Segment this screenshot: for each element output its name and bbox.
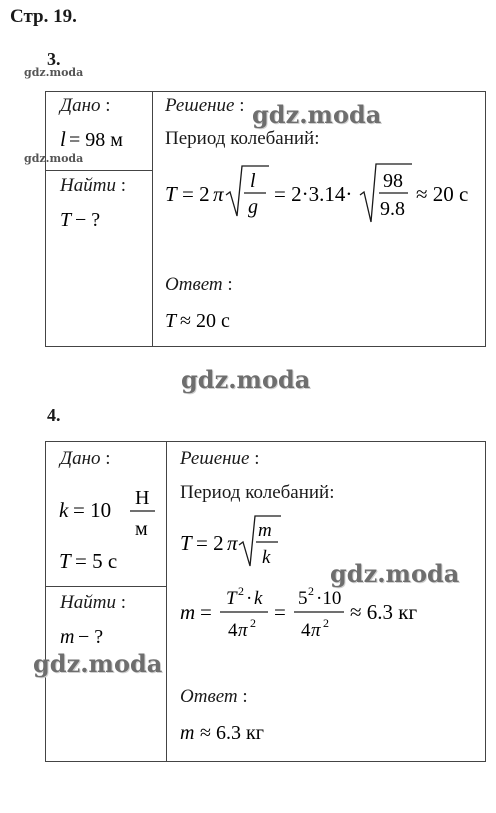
watermark-small-1: gdz.moda bbox=[24, 66, 84, 79]
svg-text:=: = bbox=[200, 600, 212, 624]
svg-text:T: T bbox=[59, 549, 71, 573]
svg-text:≈ 6.3 кг: ≈ 6.3 кг bbox=[350, 600, 418, 624]
watermark-small-2: gdz.moda bbox=[24, 152, 84, 165]
task4-column-divider bbox=[166, 441, 167, 762]
svg-text:g: g bbox=[248, 196, 258, 218]
svg-text:= 2: = 2 bbox=[196, 531, 224, 555]
task3-solution-heading bbox=[165, 95, 245, 117]
task4-subtitle: Период колебаний: bbox=[180, 482, 335, 503]
task4-answer-heading bbox=[180, 686, 248, 708]
task3-given-label: Дано bbox=[60, 95, 101, 116]
task4-find-colon: : bbox=[120, 592, 126, 613]
svg-text:m: m bbox=[258, 520, 272, 541]
task4-solution-label: Решение bbox=[180, 448, 250, 469]
task4-solution-heading bbox=[180, 448, 260, 470]
task4-given-colon: : bbox=[105, 448, 111, 469]
svg-text:k: k bbox=[254, 588, 263, 609]
svg-text:π: π bbox=[311, 620, 321, 641]
task4-given-k bbox=[55, 482, 163, 542]
task3-column-divider bbox=[152, 91, 153, 347]
svg-text:2: 2 bbox=[323, 616, 329, 630]
task3-given-colon: : bbox=[105, 95, 111, 116]
svg-text:= 98 м: = 98 м bbox=[69, 129, 123, 151]
svg-text:m: m bbox=[180, 600, 196, 624]
task3-find-value bbox=[56, 206, 136, 234]
task4-number: 4. bbox=[47, 405, 61, 425]
task3-solution-label: Решение bbox=[165, 95, 235, 116]
task4-solution-colon: : bbox=[254, 448, 260, 469]
svg-text:5: 5 bbox=[298, 588, 308, 609]
svg-text:T: T bbox=[180, 531, 192, 555]
task4-formula-period bbox=[176, 508, 306, 572]
svg-text:l: l bbox=[60, 127, 66, 151]
svg-text:T: T bbox=[226, 588, 237, 609]
watermark-4: gdz.moda bbox=[330, 559, 460, 588]
svg-text:·: · bbox=[246, 588, 253, 609]
task3-number: 3. bbox=[47, 49, 61, 69]
svg-text:π: π bbox=[213, 182, 224, 206]
task3-given-heading bbox=[60, 95, 111, 117]
task3-solution-colon: : bbox=[239, 95, 245, 116]
svg-text:T: T bbox=[165, 310, 177, 332]
task4-given-label: Дано bbox=[60, 448, 101, 469]
watermark-1: gdz.moda bbox=[252, 100, 382, 129]
svg-text:2: 2 bbox=[308, 584, 314, 598]
task4-find-label: Найти bbox=[60, 592, 116, 613]
watermark-2: gdz.moda bbox=[181, 365, 311, 394]
task3-given-value bbox=[56, 124, 150, 154]
svg-text:= 10: = 10 bbox=[73, 498, 112, 522]
svg-text:Н: Н bbox=[135, 487, 150, 509]
svg-text:≈ 20 с: ≈ 20 с bbox=[416, 182, 469, 206]
svg-text:− ?: − ? bbox=[78, 626, 104, 648]
task4-given-T bbox=[55, 546, 155, 576]
task3-answer-value bbox=[161, 305, 261, 335]
svg-text:98: 98 bbox=[383, 170, 403, 192]
svg-text:4: 4 bbox=[301, 620, 311, 641]
task4-row-divider bbox=[45, 586, 166, 587]
svg-text:2: 2 bbox=[250, 616, 256, 630]
task3-answer-label: Ответ bbox=[165, 274, 223, 295]
svg-text:l: l bbox=[250, 170, 256, 192]
svg-text:4: 4 bbox=[228, 620, 238, 641]
watermark-3: gdz.moda bbox=[33, 649, 163, 678]
task3-subtitle: Период колебаний: bbox=[165, 128, 320, 149]
svg-text:T: T bbox=[60, 209, 72, 231]
task4-answer-label: Ответ bbox=[180, 686, 238, 707]
task4-find-value bbox=[56, 623, 136, 651]
svg-text:= 2: = 2 bbox=[182, 182, 210, 206]
task3-row-divider bbox=[45, 170, 152, 171]
task4-answer-value bbox=[176, 717, 286, 747]
svg-text:=: = bbox=[274, 600, 286, 624]
svg-text:π: π bbox=[227, 531, 238, 555]
svg-text:π: π bbox=[238, 620, 248, 641]
task4-given-heading bbox=[60, 448, 111, 470]
svg-text:≈ 6.3 кг: ≈ 6.3 кг bbox=[200, 722, 264, 744]
task3-find-colon: : bbox=[120, 175, 126, 196]
svg-text:− ?: − ? bbox=[75, 209, 101, 231]
svg-text:м: м bbox=[135, 518, 148, 540]
task3-find-label: Найти bbox=[60, 175, 116, 196]
svg-text:T: T bbox=[165, 182, 177, 206]
svg-text:2: 2 bbox=[238, 584, 244, 598]
task3-answer-heading bbox=[165, 274, 233, 296]
svg-text:m: m bbox=[180, 722, 195, 744]
task3-answer-colon: : bbox=[227, 274, 233, 295]
svg-text:m: m bbox=[60, 626, 75, 648]
page-title: Стр. 19. bbox=[10, 6, 77, 27]
svg-text:k: k bbox=[262, 547, 271, 568]
task3-formula bbox=[160, 156, 480, 236]
task4-answer-colon: : bbox=[242, 686, 248, 707]
svg-text:≈ 20 с: ≈ 20 с bbox=[180, 310, 230, 332]
task4-formula-mass bbox=[176, 576, 466, 646]
task3-find-heading bbox=[60, 175, 126, 197]
svg-text:9.8: 9.8 bbox=[380, 198, 405, 220]
svg-text:·10: ·10 bbox=[316, 588, 342, 609]
svg-text:k: k bbox=[59, 498, 69, 522]
svg-text:= 2·3.14·: = 2·3.14· bbox=[274, 182, 353, 206]
svg-text:= 5 с: = 5 с bbox=[75, 549, 118, 573]
task4-find-heading bbox=[60, 592, 126, 614]
